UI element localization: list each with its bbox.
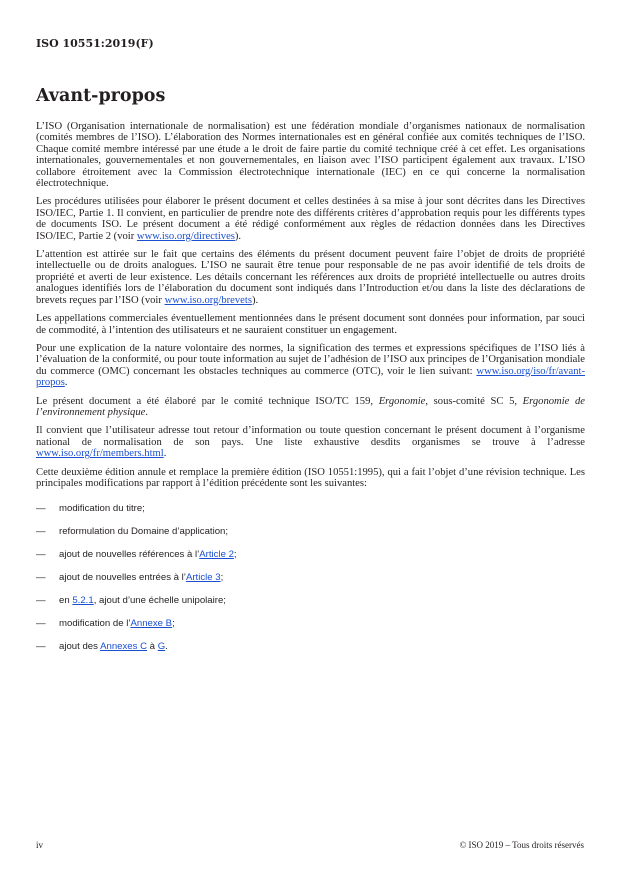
- list-item: [36, 618, 585, 641]
- dash: —: [36, 549, 46, 561]
- link-directives[interactable]: www.iso.org/directives: [136, 230, 235, 242]
- document-body: [36, 121, 585, 664]
- dash: —: [36, 618, 46, 630]
- link-annexe-b[interactable]: Annexe B: [130, 618, 173, 630]
- text: reformulation du Domaine d’application;: [59, 526, 229, 538]
- paragraph: [36, 249, 585, 306]
- document-header: ISO 10551:2019(F): [36, 37, 154, 50]
- text: , ajout d’une échelle unipolaire;: [93, 595, 226, 607]
- link-article-3[interactable]: Article 3: [185, 572, 221, 584]
- subcommittee-name: Ergonomie de l’environnement physique: [36, 395, 585, 418]
- text: L’attention est attirée sur le fait que certains des éléments du présent document peuvent faire l’objet de droits de propriété intellectuelle ou de droits analogues. L’ISO ne saurait être tenue pour responsable de ne pas avoir identifié de tels droits de propriété et averti de leur existence. Les détails concernant les références aux droits de propriété intellectuelle ou autres droits analogues identifiés lors de l’élaboration du document sont indiqués dans l’Introduction et/ou dans la liste des déclarations de brevets reçues par l’ISO (voir: [36, 249, 585, 306]
- text: ).: [251, 294, 259, 306]
- text: ;: [233, 549, 237, 561]
- paragraph: [36, 196, 585, 242]
- paragraph: Les appellations commerciales éventuellement mentionnées dans le présent document sont données pour information, par souci de commodité, à l’intention des utilisateurs et ne sauraient constituer un engagement.: [36, 313, 585, 336]
- modifications-list: [36, 503, 585, 664]
- paragraph: [36, 396, 585, 419]
- page-title: Avant-propos: [36, 86, 166, 106]
- text: .: [163, 448, 167, 460]
- dash: —: [36, 572, 46, 584]
- link-annexe-g[interactable]: G: [157, 641, 166, 653]
- dash: —: [36, 526, 46, 538]
- page-number: iv: [36, 840, 44, 850]
- list-item: [36, 572, 585, 595]
- text: à: [147, 641, 158, 653]
- link-annexes-c[interactable]: Annexes C: [100, 641, 148, 653]
- text: Pour une explication de la nature volontaire des normes, la signification des termes et expressions spécifiques de l’ISO liés à l’évaluation de la conformité, ou pour toute information au sujet de l’adhésion de l’ISO aux principes de l’Organisation mondiale du commerce (OMC) concernant les obstacles techniques au commerce (OTC), voir le lien suivant:: [36, 342, 585, 377]
- list-item: [36, 526, 585, 549]
- text: Le présent document a été élaboré par le comité technique ISO/TC 159,: [36, 395, 379, 407]
- link-5-2-1[interactable]: 5.2.1: [72, 595, 94, 607]
- dash: —: [36, 503, 46, 515]
- text: ajout de nouvelles entrées à l’: [59, 572, 186, 584]
- list-item: [36, 549, 585, 572]
- text: .: [145, 406, 148, 418]
- paragraph: Cette deuxième édition annule et remplace la première édition (ISO 10551:1995), qui a fait l’objet d’une révision technique. Les principales modifications par rapport à l’édition précédente sont les suivantes:: [36, 466, 585, 489]
- link-article-2[interactable]: Article 2: [199, 549, 234, 561]
- link-brevets[interactable]: www.iso.org/brevets: [164, 294, 252, 306]
- list-item: [36, 503, 585, 526]
- text: .: [165, 641, 168, 653]
- link-avant-propos[interactable]: www.iso.org/iso/fr/avant-propos: [36, 365, 585, 389]
- text: en: [59, 595, 73, 607]
- text: ;: [220, 572, 224, 584]
- text: , sous-comité SC 5,: [425, 395, 523, 407]
- list-item: [36, 595, 585, 618]
- dash: —: [36, 595, 46, 607]
- text: modification de l’: [59, 618, 131, 630]
- text: ajout de nouvelles références à l’: [59, 549, 200, 561]
- paragraph: [36, 425, 585, 459]
- paragraph: L’ISO (Organisation internationale de normalisation) est une fédération mondiale d’organismes nationaux de normalisation (comités membres de l’ISO). L’élaboration des Normes internationales est en général confiée aux comités techniques de l’ISO. Chaque comité membre intéressé par une étude a le droit de faire partie du comité technique créé à cet effet. Les organisations internationales, gouvernementales et non gouvernementales, en liaison avec l’ISO participent également aux travaux. L’ISO collabore étroitement avec la Commission électrotechnique internationale (IEC) en ce qui concerne la normalisation électrotechnique.: [36, 121, 585, 190]
- link-members[interactable]: www.iso.org/fr/members.html: [36, 448, 164, 460]
- copyright: © ISO 2019 – Tous droits réservés: [459, 840, 584, 850]
- list-item: [36, 641, 585, 664]
- committee-name: Ergonomie: [378, 395, 426, 407]
- text: ;: [172, 618, 175, 630]
- text: Il convient que l’utilisateur adresse tout retour d’information ou toute question concernant le présent document à l’organisme national de normalisation de son pays. Une liste exhaustive desdits organismes se trouve à l’adresse: [36, 425, 585, 448]
- paragraph: [36, 343, 585, 389]
- text: ajout des: [59, 641, 101, 653]
- text: Les procédures utilisées pour élaborer le présent document et celles destinées à sa mise à jour sont décrites dans les Directives ISO/IEC, Partie 1. Il convient, en particulier de prendre note des différents critères d’approbation requis pour les différents types de documents ISO. Le présent document a été rédigé conformément aux règles de rédaction données dans les Directives ISO/IEC, Partie 2 (voir: [36, 196, 585, 242]
- text: ).: [234, 230, 242, 242]
- text: modification du titre;: [59, 503, 145, 515]
- text: .: [64, 377, 68, 389]
- dash: —: [36, 641, 46, 653]
